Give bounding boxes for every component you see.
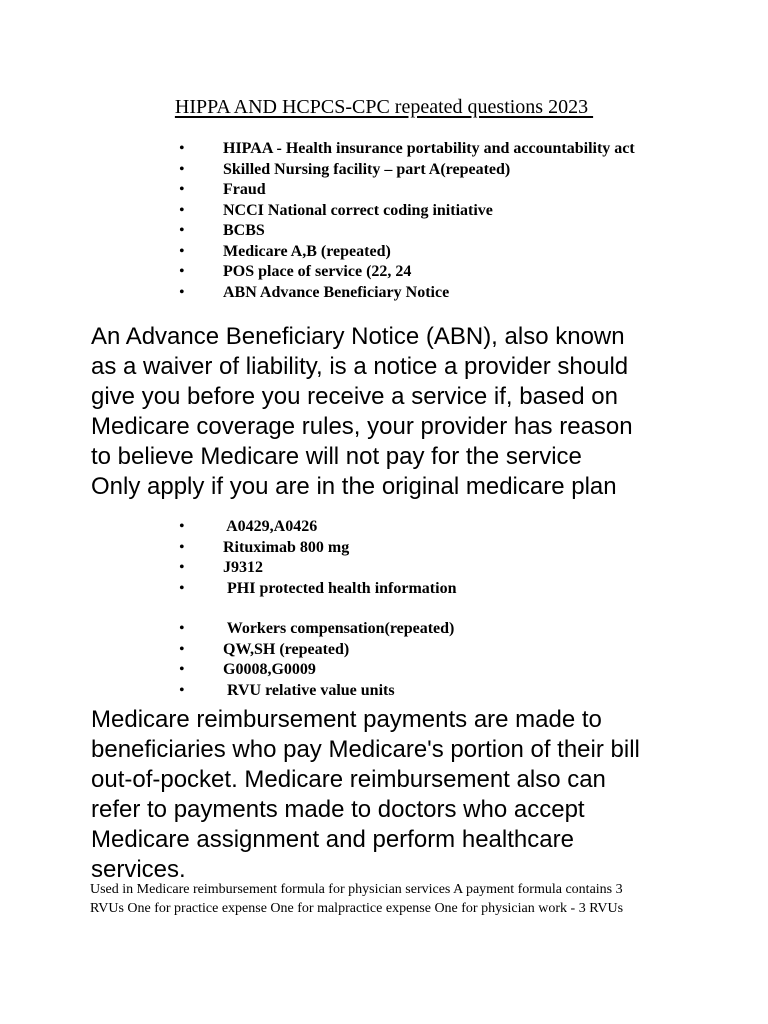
list-item-text: BCBS	[223, 222, 265, 239]
paragraph-line: out-of-pocket. Medicare reimbursement also can	[91, 766, 606, 793]
paragraph-line: to believe Medicare will not pay for the service	[91, 443, 582, 470]
list-item	[175, 283, 635, 304]
paragraph-line: give you before you receive a service if, based on	[91, 383, 618, 410]
list-item-text: POS place of service (22, 24	[223, 263, 412, 280]
list-item	[175, 139, 635, 160]
list-item	[175, 242, 635, 263]
document-title-text: HIPPA AND HCPCS-CPC repeated questions 2023	[174, 96, 594, 118]
bullet-icon: •	[179, 579, 185, 597]
list-item-text: ABN Advance Beneficiary Notice	[223, 283, 450, 301]
bullet-icon: •	[179, 222, 185, 239]
bullet-list-topics	[175, 139, 635, 303]
list-item	[175, 558, 456, 579]
paragraph-line: refer to payments made to doctors who accept	[91, 796, 585, 823]
bullet-icon: •	[179, 181, 185, 198]
paragraph-line: Medicare assignment and perform healthcare	[91, 826, 574, 853]
paragraph-line: Only apply if you are in the original medicare plan	[91, 473, 617, 500]
bullet-icon: •	[179, 640, 185, 658]
bullet-list-misc	[175, 619, 454, 701]
list-item-text: RVU relative value units	[223, 681, 395, 699]
bullet-icon: •	[179, 160, 185, 178]
list-item	[175, 538, 456, 559]
list-item	[175, 160, 635, 181]
bullet-icon: •	[179, 140, 185, 157]
list-item-text: Medicare A,B (repeated)	[223, 242, 391, 260]
list-item	[175, 517, 456, 538]
paragraph-line: as a waiver of liability, is a notice a provider should	[91, 353, 629, 380]
list-item-text: Skilled Nursing facility – part A(repeated)	[223, 160, 511, 178]
note-line: Used in Medicare reimbursement formula for physician services A payment formula contains 3	[90, 882, 623, 897]
reimbursement-paragraph	[91, 705, 691, 885]
note-line: RVUs One for practice expense One for malpractice expense One for physician work - 3 RVUs	[90, 901, 624, 916]
list-item	[175, 619, 454, 640]
list-item	[175, 681, 454, 702]
bullet-list-codes	[175, 517, 456, 599]
list-item-text: Fraud	[223, 181, 266, 198]
bullet-icon: •	[179, 263, 185, 280]
bullet-icon: •	[179, 661, 185, 678]
abn-paragraph	[91, 322, 691, 502]
list-item-text: PHI protected health information	[223, 579, 457, 597]
bullet-icon: •	[179, 681, 185, 699]
document-title	[0, 94, 768, 120]
list-item-text: J9312	[223, 559, 263, 576]
list-item-text: Workers compensation(repeated)	[223, 620, 455, 637]
list-item-text: Rituximab 800 mg	[223, 538, 350, 556]
list-item	[175, 221, 635, 242]
list-item	[175, 640, 454, 661]
paragraph-line: An Advance Beneficiary Notice (ABN), also known	[91, 323, 625, 350]
bullet-icon: •	[179, 518, 185, 535]
list-item-text: A0429,A0426	[223, 518, 318, 535]
bullet-icon: •	[179, 201, 185, 219]
paragraph-line: Medicare reimbursement payments are made to	[91, 706, 602, 733]
bullet-icon: •	[179, 559, 185, 576]
bullet-icon: •	[179, 242, 185, 260]
list-item	[175, 579, 456, 600]
paragraph-line: services.	[91, 856, 186, 883]
list-item	[175, 180, 635, 201]
list-item-text: G0008,G0009	[223, 661, 316, 678]
bullet-icon: •	[179, 283, 185, 301]
bullet-icon: •	[179, 538, 185, 556]
bullet-icon: •	[179, 620, 185, 637]
paragraph-line: beneficiaries who pay Medicare's portion of their bill	[91, 736, 640, 763]
list-item-text: HIPAA - Health insurance portability and accountability act	[223, 140, 635, 157]
list-item	[175, 262, 635, 283]
list-item-text: NCCI National correct coding initiative	[223, 201, 493, 219]
list-item	[175, 660, 454, 681]
list-item-text: QW,SH (repeated)	[223, 640, 350, 658]
list-item	[175, 201, 635, 222]
rvu-note	[90, 880, 710, 918]
paragraph-line: Medicare coverage rules, your provider has reason	[91, 413, 633, 440]
